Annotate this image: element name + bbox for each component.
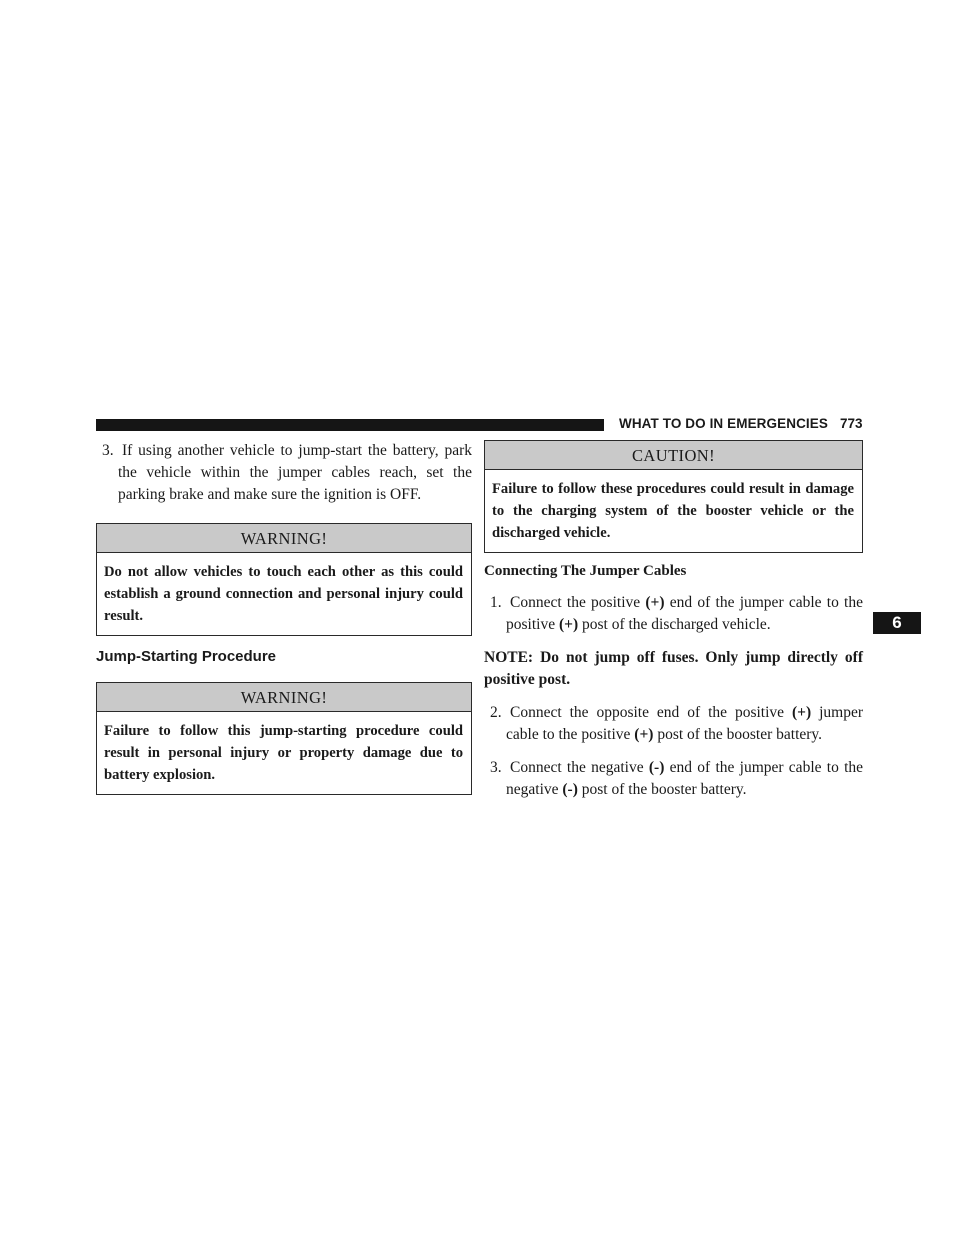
warning-box-jump-start bbox=[96, 682, 472, 795]
step-text: Connect the positive bbox=[510, 594, 641, 611]
step-text: jumper cable to the positive bbox=[506, 704, 863, 743]
subheading: Connecting The Jumper Cables bbox=[484, 563, 687, 579]
warning-title: WARNING! bbox=[97, 683, 471, 712]
negative-symbol: (-) bbox=[648, 759, 665, 776]
caution-text: Failure to follow these procedures could result in damage to the charging system of the booster vehicle or the discharged vehicle. bbox=[492, 481, 854, 541]
step-number: 3. bbox=[490, 759, 502, 776]
left-column bbox=[96, 440, 472, 795]
chapter-tab: 6 bbox=[873, 612, 921, 634]
positive-symbol: (+) bbox=[645, 594, 665, 611]
step-text: post of the booster battery. bbox=[657, 726, 823, 743]
positive-symbol: (+) bbox=[792, 704, 812, 721]
header-rule bbox=[96, 419, 604, 431]
step-text: post of the booster battery. bbox=[581, 781, 747, 798]
step-text: Connect the negative bbox=[510, 759, 644, 776]
step-text: If using another vehicle to jump-start the battery, park the vehicle within the jumper cables reach, set the parking brake and make sure the ignition is OFF. bbox=[118, 442, 472, 503]
step-1-connect-positive bbox=[484, 592, 863, 636]
step-number: 3. bbox=[102, 442, 114, 459]
section-title: WHAT TO DO IN EMERGENCIES bbox=[618, 416, 828, 431]
step-3-connect-negative bbox=[484, 757, 863, 801]
caution-box-charging-system bbox=[484, 440, 863, 553]
step-text: end of the jumper cable to the negative bbox=[506, 759, 864, 798]
right-column bbox=[484, 440, 863, 801]
step-number: 2. bbox=[490, 704, 502, 721]
positive-symbol: (+) bbox=[558, 616, 579, 633]
warning-text: Failure to follow this jump-starting procedure could result in personal injury or property damage due to battery explosion. bbox=[104, 723, 463, 783]
warning-text: Do not allow vehicles to touch each other as this could establish a ground connection and personal injury could result. bbox=[104, 564, 463, 624]
negative-symbol: (-) bbox=[562, 781, 578, 798]
step-number: 1. bbox=[490, 594, 502, 611]
caution-title: CAUTION! bbox=[485, 441, 862, 470]
page-number: 773 bbox=[840, 416, 863, 431]
step-text: post of the discharged vehicle. bbox=[582, 616, 771, 633]
warning-title: WARNING! bbox=[97, 524, 471, 553]
step-text: end of the jumper cable to the positive bbox=[506, 594, 863, 633]
positive-symbol: (+) bbox=[634, 726, 654, 743]
step-2-connect-opposite-positive bbox=[484, 702, 863, 746]
step-text: Connect the opposite end of the positive bbox=[510, 704, 785, 721]
step-3-park-vehicle bbox=[96, 440, 472, 506]
warning-box-vehicles-touch bbox=[96, 523, 472, 636]
note-fuses: NOTE: Do not jump off fuses. Only jump directly off positive post. bbox=[484, 649, 863, 688]
section-heading: Jump-Starting Procedure bbox=[96, 648, 277, 665]
